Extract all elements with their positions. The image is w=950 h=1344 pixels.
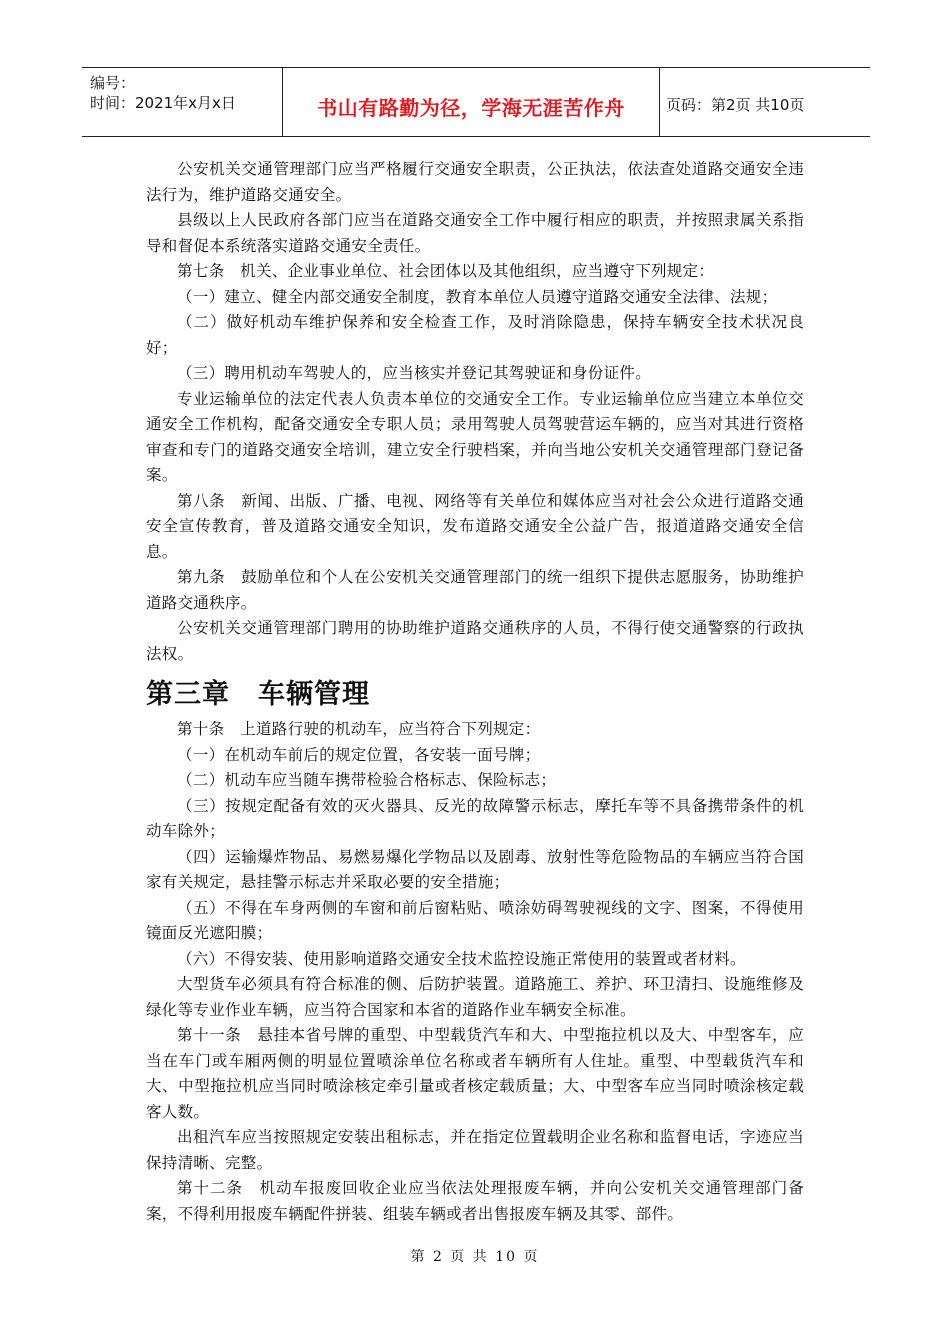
list-item: （五）不得在车身两侧的车窗和前后窗粘贴、喷涂妨碍驾驶视线的文字、图案，不得使用镜面反光遮阳膜； bbox=[146, 898, 804, 942]
chapter-heading: 第三章 车辆管理 bbox=[146, 679, 370, 710]
article-7: 第七条 机关、企业事业单位、社会团体以及其他组织，应当遵守下列规定： bbox=[177, 262, 715, 280]
paragraph: 专业运输单位的法定代表人负责本单位的交通安全工作。专业运输单位应当建立本单位交通安全工作机构，配备交通安全专职人员；录用驾驶人员驾驶营运车辆的，应当对其进行资格审查和专门的道路交通安全培训，建立安全行驶档案，并向当地公安机关交通管理部门登记备案。 bbox=[146, 389, 804, 484]
list-item: （六）不得安装、使用影响道路交通安全技术监控设施正常使用的装置或者材料。 bbox=[177, 949, 746, 968]
header-meta bbox=[82, 68, 282, 136]
article-9: 第九条 鼓励单位和个人在公安机关交通管理部门的统一组织下提供志愿服务，协助维护道路交通秩序。 bbox=[146, 568, 804, 612]
list-item: （一）在机动车前后的规定位置，各安装一面号牌； bbox=[177, 745, 541, 764]
page-header bbox=[82, 67, 870, 137]
header-page-number: 页码：第2页 共10页 bbox=[666, 96, 805, 114]
paragraph: 大型货车必须具有符合标准的侧、后防护装置。道路施工、养护、环卫清扫、设施维修及绿化等专业作业车辆，应当符合国家和本省的道路作业车辆安全标准。 bbox=[146, 975, 804, 1019]
article-11: 第十一条 悬挂本省号牌的重型、中型载货汽车和大、中型拖拉机以及大、中型客车，应当在车门或车厢两侧的明显位置喷涂单位名称或者车辆所有人住址。重型、中型载货汽车和大、中型拖拉机应当同时喷涂核定牵引量或者核定载质量；大、中型客车应当同时喷涂核定载客人数。 bbox=[146, 1026, 804, 1121]
paragraph: 出租汽车应当按照规定安装出租标志，并在指定位置载明企业名称和监督电话，字迹应当保持清晰、完整。 bbox=[146, 1128, 804, 1172]
document-body bbox=[146, 157, 804, 1227]
header-page-cell bbox=[660, 68, 870, 136]
header-time: 时间：2021年x月x日 bbox=[90, 94, 236, 112]
paragraph: 公安机关交通管理部门聘用的协助维护道路交通秩序的人员，不得行使交通警察的行政执法权。 bbox=[146, 619, 804, 663]
list-item: （二）机动车应当随车携带检验合格标志、保险标志； bbox=[177, 771, 557, 789]
list-item: （四）运输爆炸物品、易燃易爆化学物品以及剧毒、放射性等危险物品的车辆应当符合国家有关规定，悬挂警示标志并采取必要的安全措施； bbox=[146, 847, 804, 891]
list-item: （三）按规定配备有效的灭火器具、反光的故障警示标志，摩托车等不具备携带条件的机动车除外； bbox=[146, 796, 804, 840]
paragraph: 县级以上人民政府各部门应当在道路交通安全工作中履行相应的职责，并按照隶属关系指导和督促本系统落实道路交通安全责任。 bbox=[146, 211, 804, 255]
list-item: （一）建立、健全内部交通安全制度，教育本单位人员遵守道路交通安全法律、法规； bbox=[177, 287, 778, 306]
page-footer: 第 2 页 共 10 页 bbox=[410, 1249, 540, 1265]
header-motto: 书山有路勤为径，学海无涯苦作舟 bbox=[317, 96, 625, 120]
header-number: 编号： bbox=[90, 74, 136, 92]
article-12: 第十二条 机动车报废回收企业应当依法处理报废车辆，并向公安机关交通管理部门备案，不得利用报废车辆配件拼装、组装车辆或者出售报废车辆及其零、部件。 bbox=[146, 1179, 804, 1223]
list-item: （三）聘用机动车驾驶人的，应当核实并登记其驾驶证和身份证件。 bbox=[177, 364, 652, 382]
article-10: 第十条 上道路行驶的机动车，应当符合下列规定： bbox=[177, 720, 541, 738]
paragraph: 公安机关交通管理部门应当严格履行交通安全职责，公正执法，依法查处道路交通安全违法行为，维护道路交通安全。 bbox=[146, 160, 804, 204]
list-item: （二）做好机动车维护保养和安全检查工作，及时消除隐患，保持车辆安全技术状况良好； bbox=[146, 313, 804, 357]
header-motto-cell bbox=[282, 68, 660, 136]
article-8: 第八条 新闻、出版、广播、电视、网络等有关单位和媒体应当对社会公众进行道路交通安全宣传教育，普及道路交通安全知识，发布道路交通安全公益广告，报道道路交通安全信息。 bbox=[146, 491, 804, 561]
